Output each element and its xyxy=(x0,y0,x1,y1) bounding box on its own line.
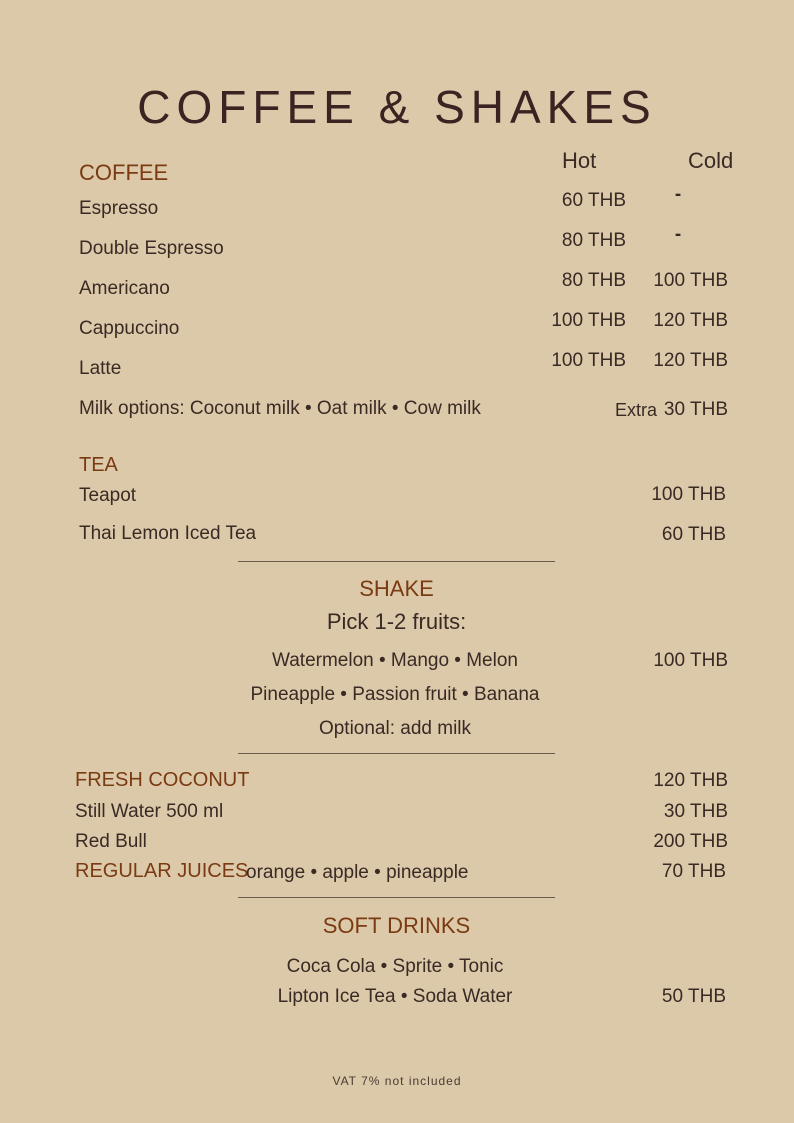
shake-subheading: Pick 1-2 fruits: xyxy=(326,609,467,634)
shake-fruits-line: Pineapple • Passion fruit • Banana xyxy=(250,684,540,705)
juice-price: 70 THB xyxy=(661,861,726,882)
red-bull-name: Red Bull xyxy=(75,831,147,852)
divider xyxy=(238,561,555,562)
coffee-item-cold-price: 120 THB xyxy=(653,310,728,331)
tea-item-price: 60 THB xyxy=(661,524,726,545)
tea-item-name: Teapot xyxy=(79,485,137,506)
coffee-item-name: Espresso xyxy=(79,198,159,219)
regular-juices-heading: REGULAR JUICES xyxy=(75,860,249,882)
cold-column-header: Cold xyxy=(688,148,734,173)
extra-price: 30 THB xyxy=(663,399,728,420)
coffee-item-cold-price: - xyxy=(674,184,682,205)
still-water-price: 30 THB xyxy=(663,801,728,822)
soft-drinks-line: Coca Cola • Sprite • Tonic xyxy=(286,956,504,977)
tea-heading: TEA xyxy=(79,454,118,476)
tea-item-name: Thai Lemon Iced Tea xyxy=(79,523,257,544)
tea-item-price: 100 THB xyxy=(651,484,726,505)
fresh-coconut-price: 120 THB xyxy=(653,770,728,791)
divider xyxy=(238,897,555,898)
coffee-item-hot-price: 100 THB xyxy=(551,350,626,371)
coffee-item-hot-price: 100 THB xyxy=(551,310,626,331)
still-water-name: Still Water 500 ml xyxy=(75,801,224,822)
coffee-item-cold-price: 120 THB xyxy=(653,350,728,371)
shake-price: 100 THB xyxy=(653,650,728,671)
fresh-coconut-heading: FRESH COCONUT xyxy=(75,769,250,791)
coffee-heading: COFFEE xyxy=(79,160,169,185)
coffee-item-cold-price: - xyxy=(674,224,682,245)
coffee-item-name: Cappuccino xyxy=(79,318,180,339)
coffee-item-cold-price: 100 THB xyxy=(653,270,728,291)
divider xyxy=(238,753,555,754)
coffee-item-hot-price: 80 THB xyxy=(561,230,626,251)
soft-drinks-line: Lipton Ice Tea • Soda Water xyxy=(277,986,513,1007)
vat-note: VAT 7% not included xyxy=(332,1074,462,1088)
shake-optional-line: Optional: add milk xyxy=(318,718,472,739)
shake-fruits-line: Watermelon • Mango • Melon xyxy=(272,650,518,671)
soft-drinks-price: 50 THB xyxy=(661,986,726,1007)
menu-title: COFFEE & SHAKES xyxy=(137,81,657,133)
hot-column-header: Hot xyxy=(562,148,597,173)
extra-label: Extra xyxy=(615,400,658,420)
milk-options: Milk options: Coconut milk • Oat milk • Cow milk xyxy=(79,398,481,419)
coffee-item-name: Americano xyxy=(79,278,170,299)
coffee-item-name: Double Espresso xyxy=(79,238,224,259)
coffee-item-name: Latte xyxy=(79,358,122,379)
red-bull-price: 200 THB xyxy=(653,831,728,852)
juice-flavors: orange • apple • pineapple xyxy=(246,862,469,883)
coffee-item-hot-price: 80 THB xyxy=(561,270,626,291)
coffee-item-hot-price: 60 THB xyxy=(561,190,626,211)
soft-drinks-heading: SOFT DRINKS xyxy=(322,913,471,938)
shake-heading: SHAKE xyxy=(359,576,434,601)
